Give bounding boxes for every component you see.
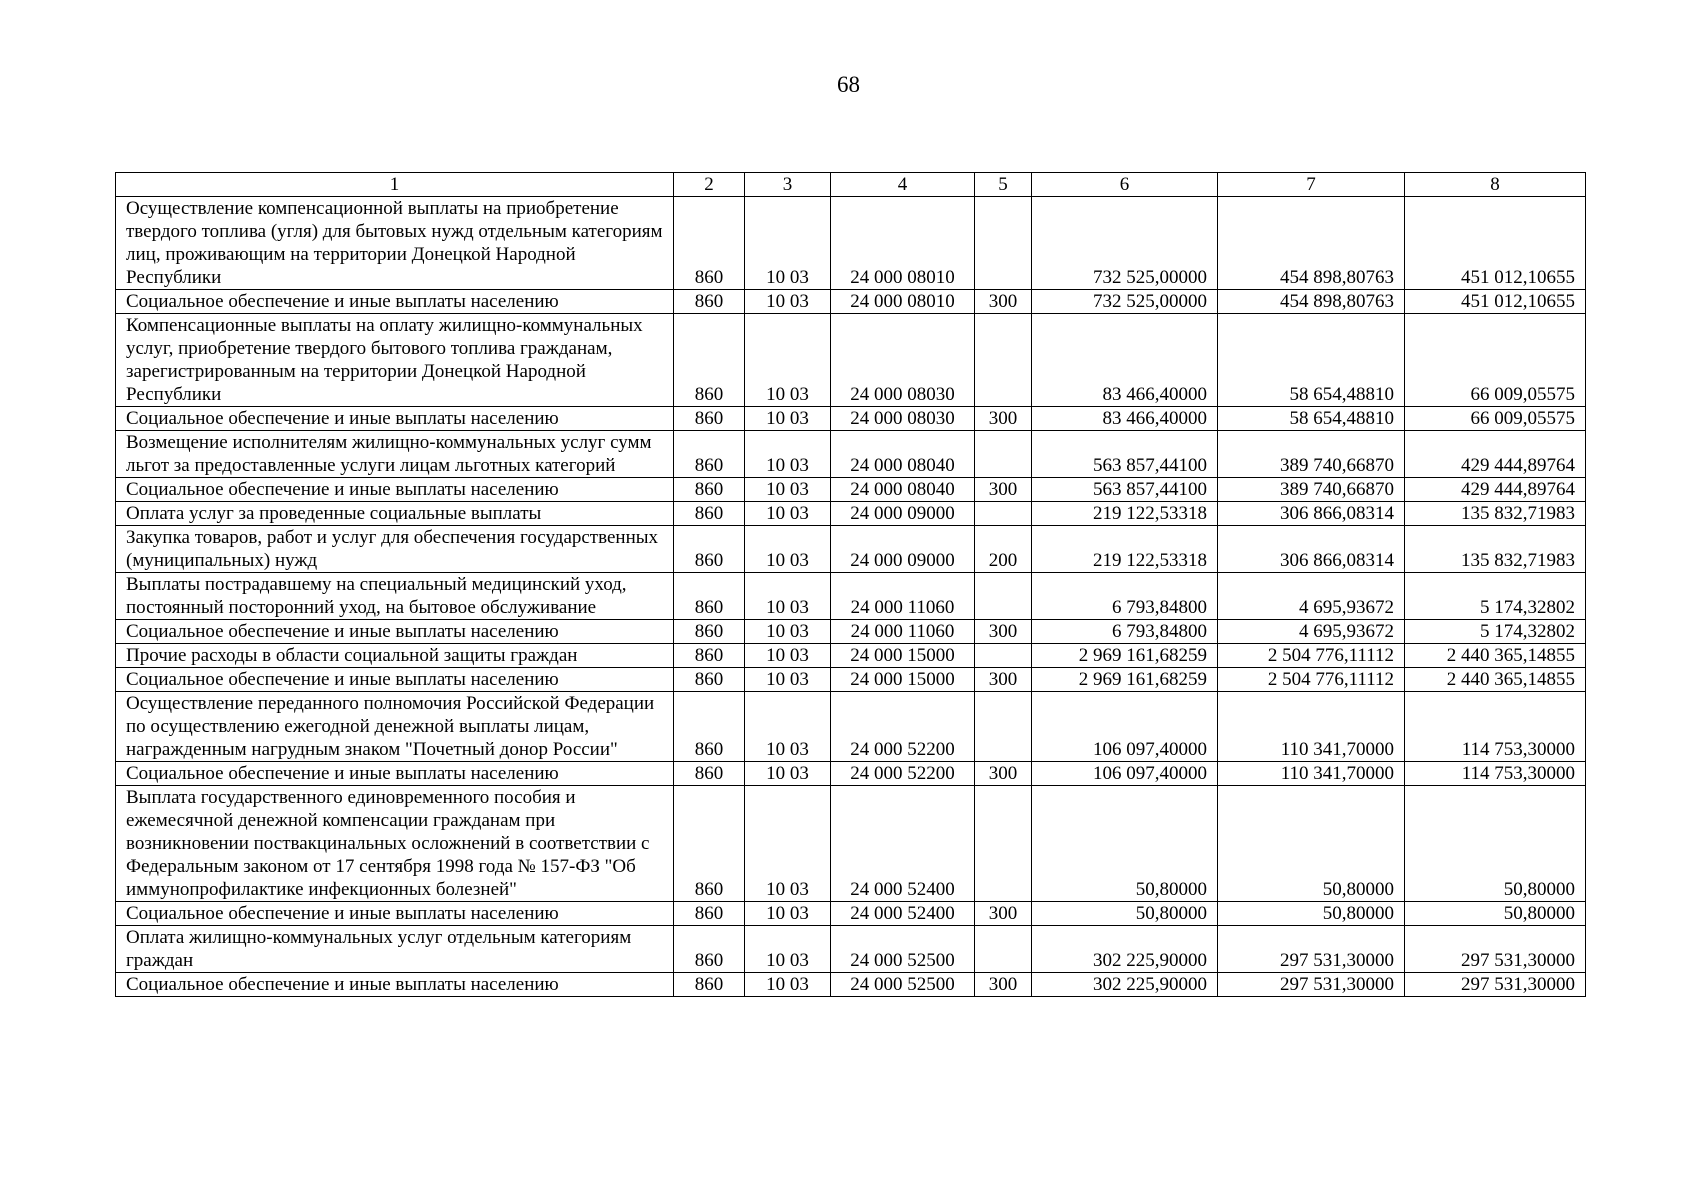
row-name-cell: Выплаты пострадавшему на специальный медицинский уход, постоянный посторонний уход, на бытовое обслуживание (116, 573, 674, 620)
row-section-cell: 10 03 (745, 431, 831, 478)
row-code-cell: 860 (674, 502, 745, 526)
row-amount-cell: 2 440 365,14855 (1405, 644, 1586, 668)
header-cell: 3 (745, 173, 831, 197)
header-cell: 5 (975, 173, 1032, 197)
table-row (116, 502, 1586, 526)
row-section-cell: 10 03 (745, 197, 831, 290)
row-target-cell: 24 000 09000 (831, 526, 975, 573)
row-amount-cell: 50,80000 (1218, 902, 1405, 926)
row-code-cell: 860 (674, 478, 745, 502)
row-section-cell: 10 03 (745, 573, 831, 620)
row-expense-type-cell (975, 573, 1032, 620)
row-section-cell: 10 03 (745, 290, 831, 314)
row-section-cell: 10 03 (745, 526, 831, 573)
row-amount-cell: 2 504 776,11112 (1218, 644, 1405, 668)
row-amount-cell: 297 531,30000 (1218, 926, 1405, 973)
row-amount-cell: 563 857,44100 (1032, 431, 1218, 478)
row-amount-cell: 110 341,70000 (1218, 762, 1405, 786)
table-row (116, 902, 1586, 926)
row-amount-cell: 297 531,30000 (1405, 926, 1586, 973)
row-name-cell: Закупка товаров, работ и услуг для обеспечения государственных (муниципальных) нужд (116, 526, 674, 573)
row-name-cell: Прочие расходы в области социальной защиты граждан (116, 644, 674, 668)
row-section-cell: 10 03 (745, 478, 831, 502)
header-cell: 7 (1218, 173, 1405, 197)
table-row (116, 973, 1586, 997)
row-name-cell: Возмещение исполнителям жилищно-коммунальных услуг сумм льгот за предоставленные услуги лицам льготных категорий (116, 431, 674, 478)
row-amount-cell: 106 097,40000 (1032, 692, 1218, 762)
row-section-cell: 10 03 (745, 668, 831, 692)
row-section-cell: 10 03 (745, 644, 831, 668)
row-name-cell: Социальное обеспечение и иные выплаты населению (116, 902, 674, 926)
row-expense-type-cell: 200 (975, 526, 1032, 573)
row-section-cell: 10 03 (745, 314, 831, 407)
row-code-cell: 860 (674, 644, 745, 668)
row-expense-type-cell: 300 (975, 620, 1032, 644)
row-code-cell: 860 (674, 197, 745, 290)
row-code-cell: 860 (674, 926, 745, 973)
row-name-cell: Социальное обеспечение и иные выплаты населению (116, 762, 674, 786)
row-target-cell: 24 000 52400 (831, 902, 975, 926)
table-row (116, 478, 1586, 502)
row-amount-cell: 50,80000 (1032, 902, 1218, 926)
row-target-cell: 24 000 52200 (831, 692, 975, 762)
row-amount-cell: 4 695,93672 (1218, 620, 1405, 644)
row-section-cell: 10 03 (745, 786, 831, 902)
table-row (116, 314, 1586, 407)
table-row (116, 431, 1586, 478)
row-code-cell: 860 (674, 290, 745, 314)
row-expense-type-cell: 300 (975, 902, 1032, 926)
header-cell: 1 (116, 173, 674, 197)
row-name-cell: Социальное обеспечение и иные выплаты населению (116, 973, 674, 997)
row-name-cell: Осуществление переданного полномочия Российской Федерации по осуществлению ежегодной денежной выплаты лицам, награжденным нагрудным знаком "Почетный донор России" (116, 692, 674, 762)
row-amount-cell: 2 440 365,14855 (1405, 668, 1586, 692)
row-amount-cell: 5 174,32802 (1405, 620, 1586, 644)
row-code-cell: 860 (674, 431, 745, 478)
row-code-cell: 860 (674, 668, 745, 692)
row-name-cell: Социальное обеспечение и иные выплаты населению (116, 620, 674, 644)
header-cell: 4 (831, 173, 975, 197)
row-amount-cell: 306 866,08314 (1218, 526, 1405, 573)
row-amount-cell: 110 341,70000 (1218, 692, 1405, 762)
header-row (116, 173, 1586, 197)
row-amount-cell: 66 009,05575 (1405, 314, 1586, 407)
table-row (116, 197, 1586, 290)
page-number: 68 (837, 72, 860, 97)
row-amount-cell: 732 525,00000 (1032, 197, 1218, 290)
table-row (116, 668, 1586, 692)
row-name-cell: Осуществление компенсационной выплаты на приобретение твердого топлива (угля) для бытовых нужд отдельным категориям лиц, проживающим на территории Донецкой Народной Республики (116, 197, 674, 290)
row-target-cell: 24 000 08030 (831, 407, 975, 431)
row-target-cell: 24 000 08030 (831, 314, 975, 407)
row-amount-cell: 563 857,44100 (1032, 478, 1218, 502)
row-code-cell: 860 (674, 902, 745, 926)
row-code-cell: 860 (674, 314, 745, 407)
row-amount-cell: 2 504 776,11112 (1218, 668, 1405, 692)
row-section-cell: 10 03 (745, 973, 831, 997)
row-amount-cell: 50,80000 (1405, 786, 1586, 902)
table-row (116, 762, 1586, 786)
row-amount-cell: 454 898,80763 (1218, 290, 1405, 314)
row-code-cell: 860 (674, 573, 745, 620)
row-name-cell: Оплата жилищно-коммунальных услуг отдельным категориям граждан (116, 926, 674, 973)
row-expense-type-cell: 300 (975, 478, 1032, 502)
row-expense-type-cell (975, 644, 1032, 668)
row-section-cell: 10 03 (745, 926, 831, 973)
row-name-cell: Социальное обеспечение и иные выплаты населению (116, 407, 674, 431)
row-target-cell: 24 000 52200 (831, 762, 975, 786)
row-target-cell: 24 000 11060 (831, 620, 975, 644)
row-amount-cell: 389 740,66870 (1218, 431, 1405, 478)
header-cell: 8 (1405, 173, 1586, 197)
row-amount-cell: 2 969 161,68259 (1032, 668, 1218, 692)
row-target-cell: 24 000 52500 (831, 926, 975, 973)
row-amount-cell: 4 695,93672 (1218, 573, 1405, 620)
table-row (116, 926, 1586, 973)
row-amount-cell: 50,80000 (1405, 902, 1586, 926)
row-amount-cell: 83 466,40000 (1032, 407, 1218, 431)
row-amount-cell: 454 898,80763 (1218, 197, 1405, 290)
row-name-cell: Социальное обеспечение и иные выплаты населению (116, 478, 674, 502)
row-amount-cell: 451 012,10655 (1405, 197, 1586, 290)
row-expense-type-cell (975, 197, 1032, 290)
row-name-cell: Социальное обеспечение и иные выплаты населению (116, 668, 674, 692)
row-amount-cell: 83 466,40000 (1032, 314, 1218, 407)
row-expense-type-cell: 300 (975, 407, 1032, 431)
row-amount-cell: 135 832,71983 (1405, 502, 1586, 526)
header-cell: 2 (674, 173, 745, 197)
table-row (116, 620, 1586, 644)
row-target-cell: 24 000 08010 (831, 290, 975, 314)
row-code-cell: 860 (674, 692, 745, 762)
row-expense-type-cell: 300 (975, 762, 1032, 786)
row-name-cell: Оплата услуг за проведенные социальные выплаты (116, 502, 674, 526)
table-row (116, 644, 1586, 668)
row-section-cell: 10 03 (745, 620, 831, 644)
row-amount-cell: 66 009,05575 (1405, 407, 1586, 431)
row-amount-cell: 429 444,89764 (1405, 431, 1586, 478)
row-amount-cell: 106 097,40000 (1032, 762, 1218, 786)
row-amount-cell: 6 793,84800 (1032, 573, 1218, 620)
row-code-cell: 860 (674, 526, 745, 573)
header-cell: 6 (1032, 173, 1218, 197)
row-expense-type-cell: 300 (975, 668, 1032, 692)
row-expense-type-cell (975, 502, 1032, 526)
row-target-cell: 24 000 52500 (831, 973, 975, 997)
row-section-cell: 10 03 (745, 407, 831, 431)
row-target-cell: 24 000 08040 (831, 431, 975, 478)
table-row (116, 692, 1586, 762)
row-expense-type-cell (975, 692, 1032, 762)
row-amount-cell: 6 793,84800 (1032, 620, 1218, 644)
row-target-cell: 24 000 11060 (831, 573, 975, 620)
row-target-cell: 24 000 15000 (831, 668, 975, 692)
row-code-cell: 860 (674, 407, 745, 431)
row-amount-cell: 297 531,30000 (1218, 973, 1405, 997)
row-expense-type-cell (975, 926, 1032, 973)
row-target-cell: 24 000 08040 (831, 478, 975, 502)
table-row (116, 573, 1586, 620)
row-name-cell: Компенсационные выплаты на оплату жилищно-коммунальных услуг, приобретение твердого бытового топлива гражданам, зарегистрированным на территории Донецкой Народной Республики (116, 314, 674, 407)
row-expense-type-cell: 300 (975, 290, 1032, 314)
row-amount-cell: 306 866,08314 (1218, 502, 1405, 526)
table-row (116, 786, 1586, 902)
budget-table (115, 172, 1586, 997)
row-amount-cell: 50,80000 (1032, 786, 1218, 902)
row-amount-cell: 451 012,10655 (1405, 290, 1586, 314)
row-section-cell: 10 03 (745, 692, 831, 762)
row-amount-cell: 302 225,90000 (1032, 973, 1218, 997)
row-amount-cell: 297 531,30000 (1405, 973, 1586, 997)
row-amount-cell: 50,80000 (1218, 786, 1405, 902)
row-target-cell: 24 000 52400 (831, 786, 975, 902)
row-amount-cell: 114 753,30000 (1405, 762, 1586, 786)
table-row (116, 290, 1586, 314)
row-amount-cell: 302 225,90000 (1032, 926, 1218, 973)
row-amount-cell: 2 969 161,68259 (1032, 644, 1218, 668)
row-expense-type-cell (975, 431, 1032, 478)
row-section-cell: 10 03 (745, 762, 831, 786)
row-expense-type-cell: 300 (975, 973, 1032, 997)
row-code-cell: 860 (674, 620, 745, 644)
row-name-cell: Выплата государственного единовременного пособия и ежемесячной денежной компенсации гражданам при возникновении поствакцинальных осложнений в соответствии с Федеральным законом от 17 сентября 1998 года № 157-ФЗ "Об иммунопрофилактике инфекционных болезней" (116, 786, 674, 902)
row-code-cell: 860 (674, 762, 745, 786)
row-amount-cell: 429 444,89764 (1405, 478, 1586, 502)
table-row (116, 526, 1586, 573)
table-row (116, 407, 1586, 431)
row-section-cell: 10 03 (745, 502, 831, 526)
row-amount-cell: 219 122,53318 (1032, 502, 1218, 526)
row-name-cell: Социальное обеспечение и иные выплаты населению (116, 290, 674, 314)
row-amount-cell: 58 654,48810 (1218, 314, 1405, 407)
row-amount-cell: 389 740,66870 (1218, 478, 1405, 502)
row-target-cell: 24 000 09000 (831, 502, 975, 526)
row-amount-cell: 732 525,00000 (1032, 290, 1218, 314)
row-amount-cell: 58 654,48810 (1218, 407, 1405, 431)
row-expense-type-cell (975, 314, 1032, 407)
row-amount-cell: 114 753,30000 (1405, 692, 1586, 762)
row-code-cell: 860 (674, 786, 745, 902)
row-target-cell: 24 000 08010 (831, 197, 975, 290)
row-amount-cell: 135 832,71983 (1405, 526, 1586, 573)
row-code-cell: 860 (674, 973, 745, 997)
row-target-cell: 24 000 15000 (831, 644, 975, 668)
row-amount-cell: 219 122,53318 (1032, 526, 1218, 573)
row-section-cell: 10 03 (745, 902, 831, 926)
row-expense-type-cell (975, 786, 1032, 902)
row-amount-cell: 5 174,32802 (1405, 573, 1586, 620)
